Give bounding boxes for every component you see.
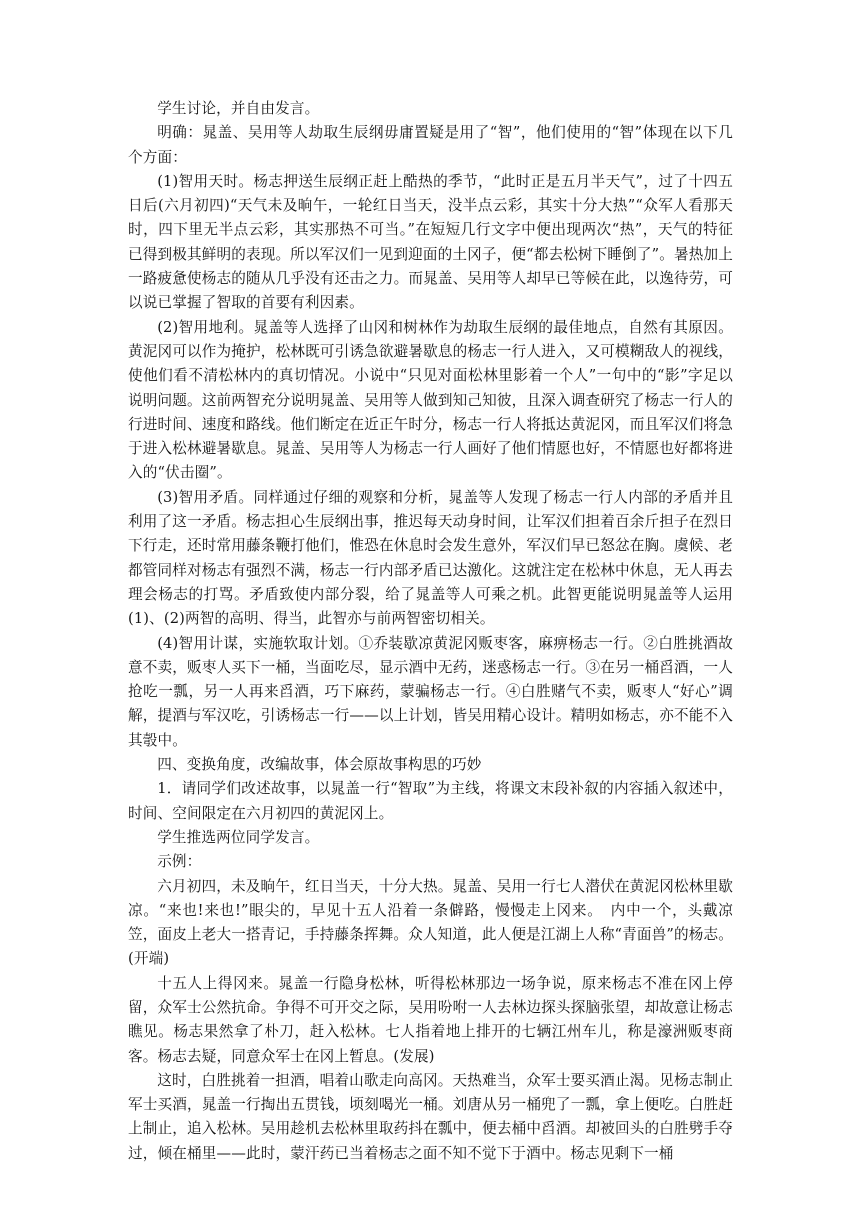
paragraph-point-3: (3)智用矛盾。同样通过仔细的观察和分析，晁盖等人发现了杨志一行人内部的矛盾并且利用了这一矛盾。杨志担心生辰纲出事，推迟每天动身时间，让军汉们担着百余斤担子在烈日下行走，还时常用藤条鞭打他们，惟恐在休息时会发生意外，军汉们早已怒忿在胸。虞候、老都管同样对杨志有强烈不满，杨志一行内部矛盾已达激化。这就注定在松林中休息，无人再去理会杨志的打骂。矛盾致使内部分裂，给了晁盖等人可乘之机。此智更能说明晁盖等人运用(1)、(2)两智的高明、得当，此智亦与前两智密切相关。 — [128, 488, 733, 628]
paragraph-example-development: 十五人上得冈来。晁盖一行隐身松林，听得松林那边一场争说，原来杨志不准在冈上停留，众军士公然抗命。争得不可开交之际，吴用吩咐一人去林边探头探脑张望，却故意让杨志瞧见。杨志果然拿了朴刀，赶入松林。七人指着地上排开的七辆江州车儿，称是濠洲贩枣商客。杨志去疑，同意众军士在冈上暂息。(发展) — [128, 974, 733, 1065]
paragraph-students: 学生推选两位同学发言。 — [157, 828, 320, 846]
paragraph-point-2: (2)智用地利。晁盖等人选择了山冈和树林作为劫取生辰纲的最佳地点，自然有其原因。黄泥冈可以作为掩护，松林既可引诱急欲避暑歇息的杨志一行人进入，又可模糊敌人的视线，使他们看不清松林内的真切情况。小说中“只见对面松林里影着一个人”一句中的“影”字足以说明问题。这前两智充分说明晁盖、吴用等人做到知己知彼，且深入调查研究了杨志一行人的行进时间、速度和路线。他们断定在近正午时分，杨志一行人将抵达黄泥冈，而且军汉们将急于进入松林避暑歇息。晁盖、吴用等人为杨志一行人画好了他们情愿也好，不情愿也好都将进入的“伏击圈”。 — [128, 318, 733, 482]
paragraph-task-1: 1．请同学们改述故事，以晁盖一行“智取”为主线，将课文末段补叙的内容插入叙述中，时间、空间限定在六月初四的黄泥冈上。 — [128, 780, 733, 822]
paragraph-point-4: (4)智用计谋，实施软取计划。①乔装歇凉黄泥冈贩枣客，麻痹杨志一行。②白胜挑酒故意不卖，贩枣人买下一桶，当面吃尽，显示酒中无药，迷惑杨志一行。③在另一桶舀酒，一人抢吃一瓢，另一人再来舀酒，巧下麻药，蒙骗杨志一行。④白胜赌气不卖，贩枣人“好心”调解，提酒与军汉吃，引诱杨志一行——以上计划，皆吴用精心设计。精明如杨志，亦不能不入其彀中。 — [128, 634, 733, 749]
document-page — [128, 97, 733, 1166]
paragraph-discussion: 学生讨论，并自由发言。 — [157, 100, 320, 117]
paragraph-point-1: (1)智用天时。杨志押送生辰纲正赶上酷热的季节，“此时正是五月半天气”，过了十四五日后(六月初四)“天气未及晌午，一轮红日当天，没半点云彩，其实十分大热”“众军人看那天时，四下里无半点云彩，其实那热不可当。”在短短几行文字中便出现两次“热”，天气的特征已得到极其鲜明的表现。所以军汉们一见到迎面的土冈子，便“都去松树下睡倒了”。暑热加上一路疲惫使杨志的随从几乎没有还击之力。而晁盖、吴用等人却早已等候在此，以逸待劳，可以说已掌握了智取的首要有利因素。 — [128, 172, 733, 312]
paragraph-example-label: 示例： — [157, 853, 202, 871]
paragraph-example-opening: 六月初四，未及晌午，红日当天，十分大热。晁盖、吴用一行七人潜伏在黄泥冈松林里歇凉。“来也!来也!”眼尖的，早见十五人沿着一条僻路，慢慢走上冈来。 内中一个，头戴凉笠，面皮上老大一搭青记，手持藤条挥舞。众人知道，此人便是江湖上人称“青面兽”的杨志。(开端) — [128, 877, 733, 968]
paragraph-example-climax: 这时，白胜挑着一担酒，唱着山歌走向高冈。天热难当，众军士要买酒止渴。见杨志制止军士买酒，晁盖一行掏出五贯钱，顷刻喝光一桶。刘唐从另一桶兜了一瓢，拿上便吃。白胜赶上制止，追入松林。吴用趁机去松林里取药抖在瓢中，便去桶中舀酒。却被回头的白胜劈手夺过，倾在桶里——此时，蒙汗药已当着杨志之面不知不觉下于酒中。杨志见剩下一桶 — [128, 1071, 733, 1162]
paragraph-clarify: 明确：晁盖、吴用等人劫取生辰纲毋庸置疑是用了“智”，他们使用的“智”体现在以下几个方面： — [128, 124, 733, 166]
section-heading-4: 四、变换角度，改编故事，体会原故事构思的巧妙 — [157, 756, 482, 774]
